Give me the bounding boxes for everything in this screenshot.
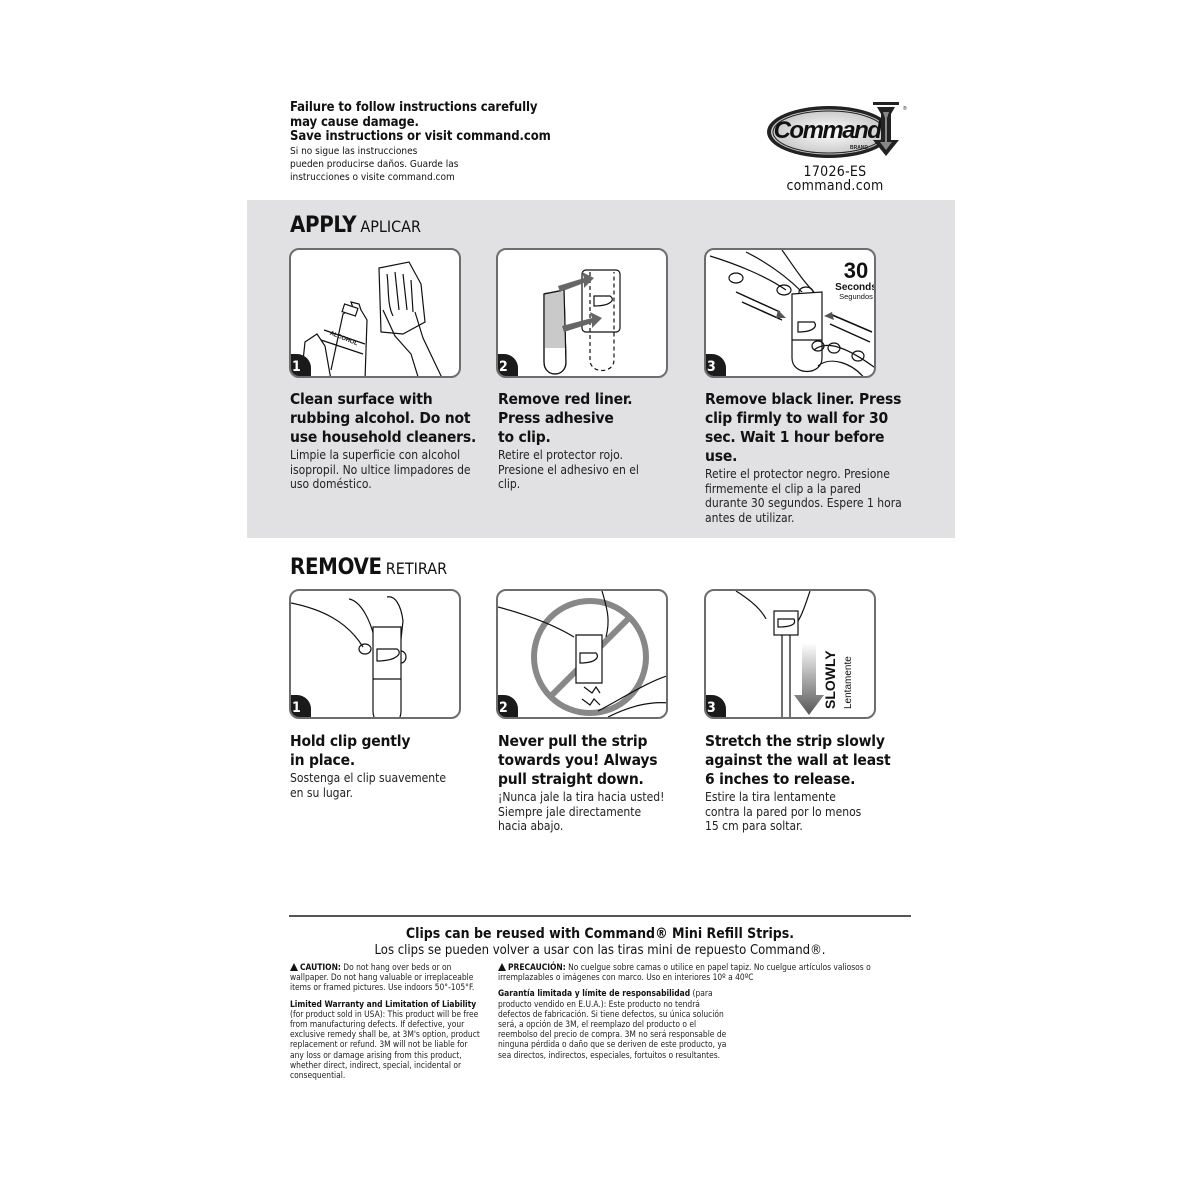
svg-text:®: ®: [903, 106, 907, 112]
step-en-line: towards you! Always: [498, 751, 658, 769]
step-es-line: uso doméstico.: [290, 477, 372, 491]
step-en-line: Remove red liner.: [498, 390, 633, 408]
garantia-title: Garantía limitada y límite de responsabilidad: [498, 988, 691, 999]
apply-title-es: APLICAR: [360, 217, 422, 236]
step-number-badge: 1: [289, 354, 311, 378]
wipe-and-hand-icon: [379, 262, 443, 378]
reuse-note-en: Clips can be reused with Command® Mini Refill Strips.: [405, 926, 795, 942]
command-logo: [765, 98, 915, 168]
product-sku: 17026-ES: [803, 164, 867, 180]
down-arrow-icon: [794, 643, 824, 715]
remove-step-1-text: [290, 732, 490, 800]
svg-text:Command: Command: [773, 117, 881, 144]
website: command.com: [786, 178, 884, 194]
warranty-text: (for product sold in USA): This product will be free from manufacturing defects. If defective, your exclusive remedy shall be, at 3M's option, product replacement or refund. 3M will not be liable for any loss or damage arising from this product, whether direct, indirect, special, incidental or consequential.: [290, 1008, 480, 1081]
step-es-line: Estire la tira lentamente: [705, 790, 836, 804]
step-en-line: pull straight down.: [498, 770, 644, 788]
step-en-line: Remove black liner. Press: [705, 390, 902, 408]
step-number-badge: 1: [289, 695, 311, 719]
apply-step-2-text: [498, 390, 698, 492]
step-en-line: against the wall at least: [705, 751, 891, 769]
step-es-line: durante 30 segundos. Espere 1 hora: [705, 496, 902, 510]
apply-title-en: APPLY: [290, 213, 357, 238]
step-es-line: en su lugar.: [290, 785, 353, 800]
warning-en-line-3: Save instructions or visit command.com: [290, 129, 551, 144]
step-en-line: to clip.: [498, 428, 551, 446]
arrow-label: SLOWLY: [822, 650, 838, 709]
apply-step-1-illustration: [289, 248, 461, 378]
apply-step-3-illustration: [704, 248, 876, 378]
step-en-line: Hold clip gently: [290, 732, 411, 750]
caution-text: Do not hang over beds or on wallpaper. Do not hang valuable or irreplaceable items or framed pictures. Use indoors 50°-105°F.: [290, 962, 475, 993]
step-es-line: firmemente el clip a la pared: [705, 481, 862, 496]
precaucion-text: No cuelgue sobre camas o utilice en papel tapiz. No cuelgue artículos valiosos o irremplazables o imágenes con marco. Uso en interiores 10º a 40ºC: [498, 962, 871, 983]
adhesive-strip-icon: [544, 290, 566, 374]
garantia-block: [498, 988, 730, 1059]
step-en-line: rubbing alcohol. Do not: [290, 409, 471, 427]
step-es-line: antes de utilizar.: [705, 510, 795, 525]
step-es-line: Siempre jale directamente: [498, 804, 642, 819]
step-es-line: Retire el protector negro. Presione: [705, 467, 890, 481]
caution-block: [290, 962, 480, 993]
timer-unit: Seconds: [835, 282, 877, 293]
warning-triangle-icon: [290, 963, 298, 971]
warning-es-line-1: Si no sigue las instrucciones: [290, 145, 418, 157]
step-en-line: sec. Wait 1 hour before use.: [705, 428, 885, 465]
apply-step-1-text: [290, 390, 490, 492]
step-es-line: ¡Nunca jale la tira hacia usted!: [498, 790, 665, 804]
apply-step-3-text: [705, 390, 920, 525]
step-en-line: in place.: [290, 751, 355, 769]
apply-title: [290, 214, 421, 239]
warranty-block: [290, 999, 480, 1081]
stretched-strip-icon: [782, 635, 790, 719]
step-en-line: use household cleaners.: [290, 428, 477, 446]
reuse-note-es: Los clips se pueden volver a usar con las tiras mini de repuesto Command®.: [374, 943, 826, 958]
warning-en-line-2: may cause damage.: [290, 114, 419, 130]
apply-step-2-illustration: [496, 248, 668, 378]
step-es-line: 15 cm para soltar.: [705, 819, 803, 833]
step-es-line: isopropil. No ultice limpadores de: [290, 462, 471, 477]
step-en-line: Clean surface with: [290, 390, 433, 408]
clip-icon: [373, 627, 401, 719]
step-number-badge: 2: [496, 354, 518, 378]
svg-text:BRAND: BRAND: [849, 145, 869, 151]
warning-en-line-1: Failure to follow instructions carefully: [290, 100, 538, 115]
fingers-top-icon: [710, 250, 814, 297]
remove-step-2-text: [498, 732, 708, 834]
step-es-line: hacia abajo.: [498, 819, 564, 833]
timer-value: 30: [843, 258, 869, 283]
step-es-line: Sostenga el clip suavemente: [290, 771, 446, 785]
step-en-line: 6 inches to release.: [705, 770, 856, 788]
fine-print-en: [290, 962, 480, 1080]
warning-triangle-icon: [498, 963, 506, 971]
precaucion-label: PRECAUCIÓN:: [508, 962, 566, 972]
clip-icon: [736, 591, 810, 635]
step-es-line: clip.: [498, 477, 521, 491]
warning-es-line-2: pueden producirse daños. Guarde las: [290, 158, 459, 170]
remove-title-en: REMOVE: [290, 555, 382, 580]
remove-title-es: RETIRAR: [385, 559, 448, 578]
warning-block: [290, 101, 551, 184]
step-en-line: Stretch the strip slowly: [705, 732, 885, 750]
warning-es-line-3: instrucciones o visite command.com: [290, 171, 455, 183]
timer-unit-es: Segundos: [839, 292, 873, 301]
step-es-line: Limpie la superficie con alcohol: [290, 448, 461, 462]
step-number-badge: 3: [704, 354, 726, 378]
step-number-badge: 3: [704, 695, 726, 719]
divider: [289, 915, 911, 917]
step-es-line: contra la pared por lo menos: [705, 804, 862, 819]
arrow-label-es: Lentamente: [843, 656, 854, 709]
remove-step-3-illustration: [704, 589, 876, 719]
garantia-text: (para producto vendido en E.U.A.): Este producto no tendrá defectos de fabricación. Si tiene defectos, su única solución será, a opción de 3M, el reemplazo del producto o el reembolso del precio de compra. 3M no será responsable de ninguna pérdida o daño que se deriven de este producto, ya sea directos, indirectos, especiales, fortuitos o resultantes.: [498, 988, 727, 1060]
step-es-line: Retire el protector rojo.: [498, 448, 623, 462]
clip-icon: [792, 292, 822, 372]
step-es-line: Presione el adhesivo en el: [498, 462, 639, 477]
warranty-title: Limited Warranty and Limitation of Liability: [290, 998, 477, 1009]
precaucion-block: [498, 962, 910, 982]
step-en-line: clip firmly to wall for 30: [705, 409, 888, 427]
remove-title: [290, 556, 447, 581]
clip-icon: [576, 635, 602, 683]
caution-label: CAUTION:: [300, 962, 341, 972]
remove-step-1-illustration: [289, 589, 461, 719]
step-en-line: Never pull the strip: [498, 732, 648, 750]
remove-step-2-illustration: [496, 589, 668, 719]
product-sku-block: [770, 165, 900, 193]
fine-print-es: [498, 962, 910, 1060]
step-number-badge: 2: [496, 695, 518, 719]
svg-text:ALCOHOL: ALCOHOL: [328, 330, 359, 348]
step-en-line: Press adhesive: [498, 409, 614, 427]
remove-step-3-text: [705, 732, 920, 834]
